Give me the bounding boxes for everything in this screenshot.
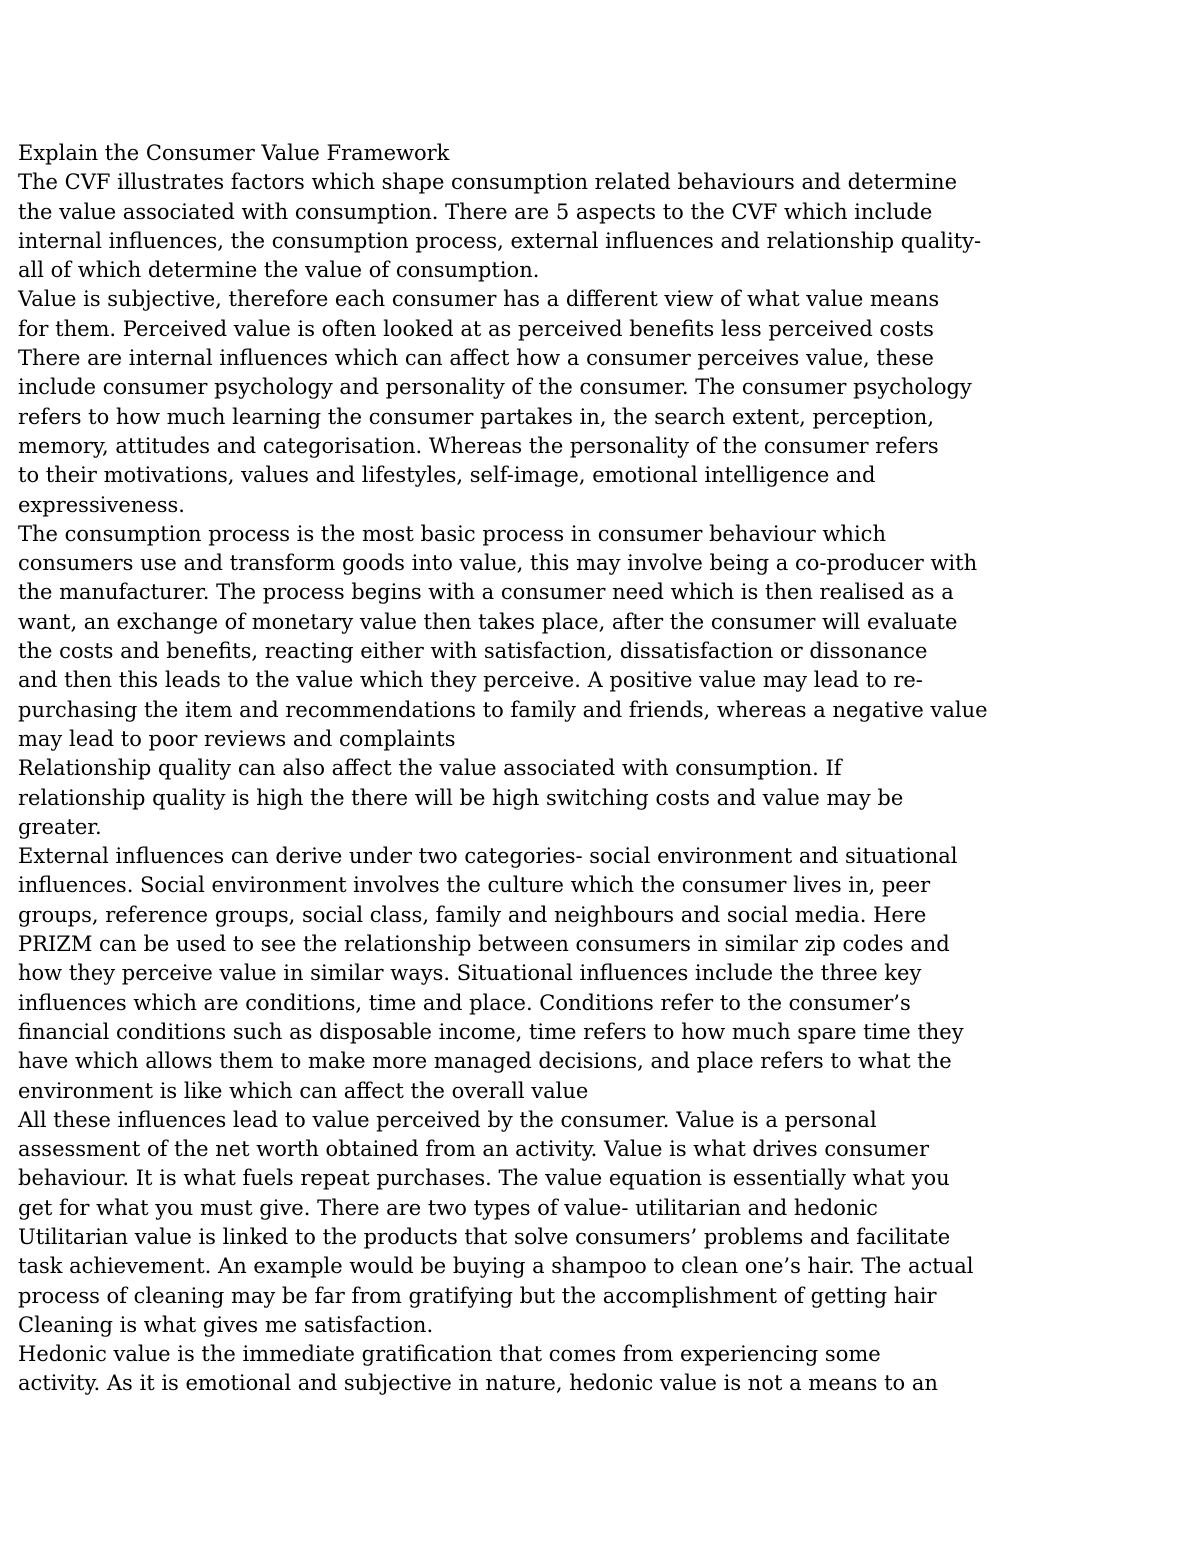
- text-line: the value associated with consumption. There are 5 aspects to the CVF which include: [18, 199, 933, 224]
- text-line: all of which determine the value of consumption.: [18, 258, 540, 283]
- text-line: consumers use and transform goods into value, this may involve being a co-producer with: [18, 551, 978, 576]
- text-line: influences. Social environment involves the culture which the consumer lives in, peer: [18, 873, 931, 898]
- text-line: refers to how much learning the consumer partakes in, the search extent, perception,: [18, 404, 935, 429]
- text-line: The CVF illustrates factors which shape consumption related behaviours and determine: [18, 170, 958, 195]
- text-line: relationship quality is high the there will be high switching costs and value may be: [18, 785, 904, 810]
- text-line: internal influences, the consumption process, external influences and relationship quality-: [18, 228, 982, 253]
- document-title: Explain the Consumer Value Framework: [18, 141, 450, 165]
- text-line: to their motivations, values and lifestyles, self-image, emotional intelligence and: [18, 463, 876, 488]
- text-line: the costs and benefits, reacting either with satisfaction, dissatisfaction or dissonance: [18, 639, 928, 664]
- text-line: process of cleaning may be far from gratifying but the accomplishment of getting hair: [18, 1283, 937, 1308]
- text-line: Value is subjective, therefore each consumer has a different view of what value means: [18, 287, 940, 312]
- text-line: assessment of the net worth obtained from an activity. Value is what drives consumer: [18, 1137, 929, 1162]
- text-line: task achievement. An example would be buying a shampoo to clean one’s hair. The actual: [18, 1254, 974, 1279]
- text-line: Cleaning is what gives me satisfaction.: [18, 1312, 434, 1337]
- text-line: how they perceive value in similar ways. Situational influences include the three key: [18, 961, 922, 986]
- text-line: get for what you must give. There are two types of value- utilitarian and hedonic: [18, 1195, 878, 1220]
- text-line: expressiveness.: [18, 492, 185, 517]
- text-line: activity. As it is emotional and subjective in nature, hedonic value is not a means to an: [18, 1371, 938, 1396]
- text-line: All these influences lead to value perceived by the consumer. Value is a personal: [18, 1107, 877, 1132]
- text-line: greater.: [18, 814, 102, 839]
- text-line: External influences can derive under two categories- social environment and situational: [18, 844, 958, 869]
- text-line: Relationship quality can also affect the value associated with consumption. If: [18, 756, 842, 781]
- text-line: want, an exchange of monetary value then takes place, after the consumer will evaluate: [18, 609, 958, 634]
- text-line: There are internal influences which can affect how a consumer perceives value, these: [18, 346, 934, 371]
- text-line: memory, attitudes and categorisation. Whereas the personality of the consumer refers: [18, 433, 939, 458]
- text-line: groups, reference groups, social class, family and neighbours and social media. Here: [18, 902, 927, 927]
- text-line: may lead to poor reviews and complaints: [18, 726, 456, 751]
- text-line: influences which are conditions, time and place. Conditions refer to the consumer’s: [18, 990, 911, 1015]
- text-line: for them. Perceived value is often looked at as perceived benefits less perceived costs: [18, 316, 934, 341]
- text-line: and then this leads to the value which they perceive. A positive value may lead to re-: [18, 668, 923, 693]
- document-page: [18, 139, 1178, 1399]
- text-line: Utilitarian value is linked to the products that solve consumers’ problems and facilitate: [18, 1224, 951, 1249]
- text-line: financial conditions such as disposable income, time refers to how much spare time they: [18, 1019, 964, 1044]
- text-line: behaviour. It is what fuels repeat purchases. The value equation is essentially what you: [18, 1166, 950, 1191]
- text-line: have which allows them to make more managed decisions, and place refers to what the: [18, 1049, 952, 1074]
- text-line: The consumption process is the most basic process in consumer behaviour which: [18, 521, 886, 546]
- text-line: Hedonic value is the immediate gratification that comes from experiencing some: [18, 1342, 881, 1367]
- text-line: the manufacturer. The process begins with a consumer need which is then realised as a: [18, 580, 954, 605]
- text-line: environment is like which can affect the overall value: [18, 1078, 589, 1103]
- text-line: purchasing the item and recommendations to family and friends, whereas a negative value: [18, 697, 988, 722]
- text-line: include consumer psychology and personality of the consumer. The consumer psychology: [18, 375, 972, 400]
- text-line: PRIZM can be used to see the relationship between consumers in similar zip codes and: [18, 932, 950, 957]
